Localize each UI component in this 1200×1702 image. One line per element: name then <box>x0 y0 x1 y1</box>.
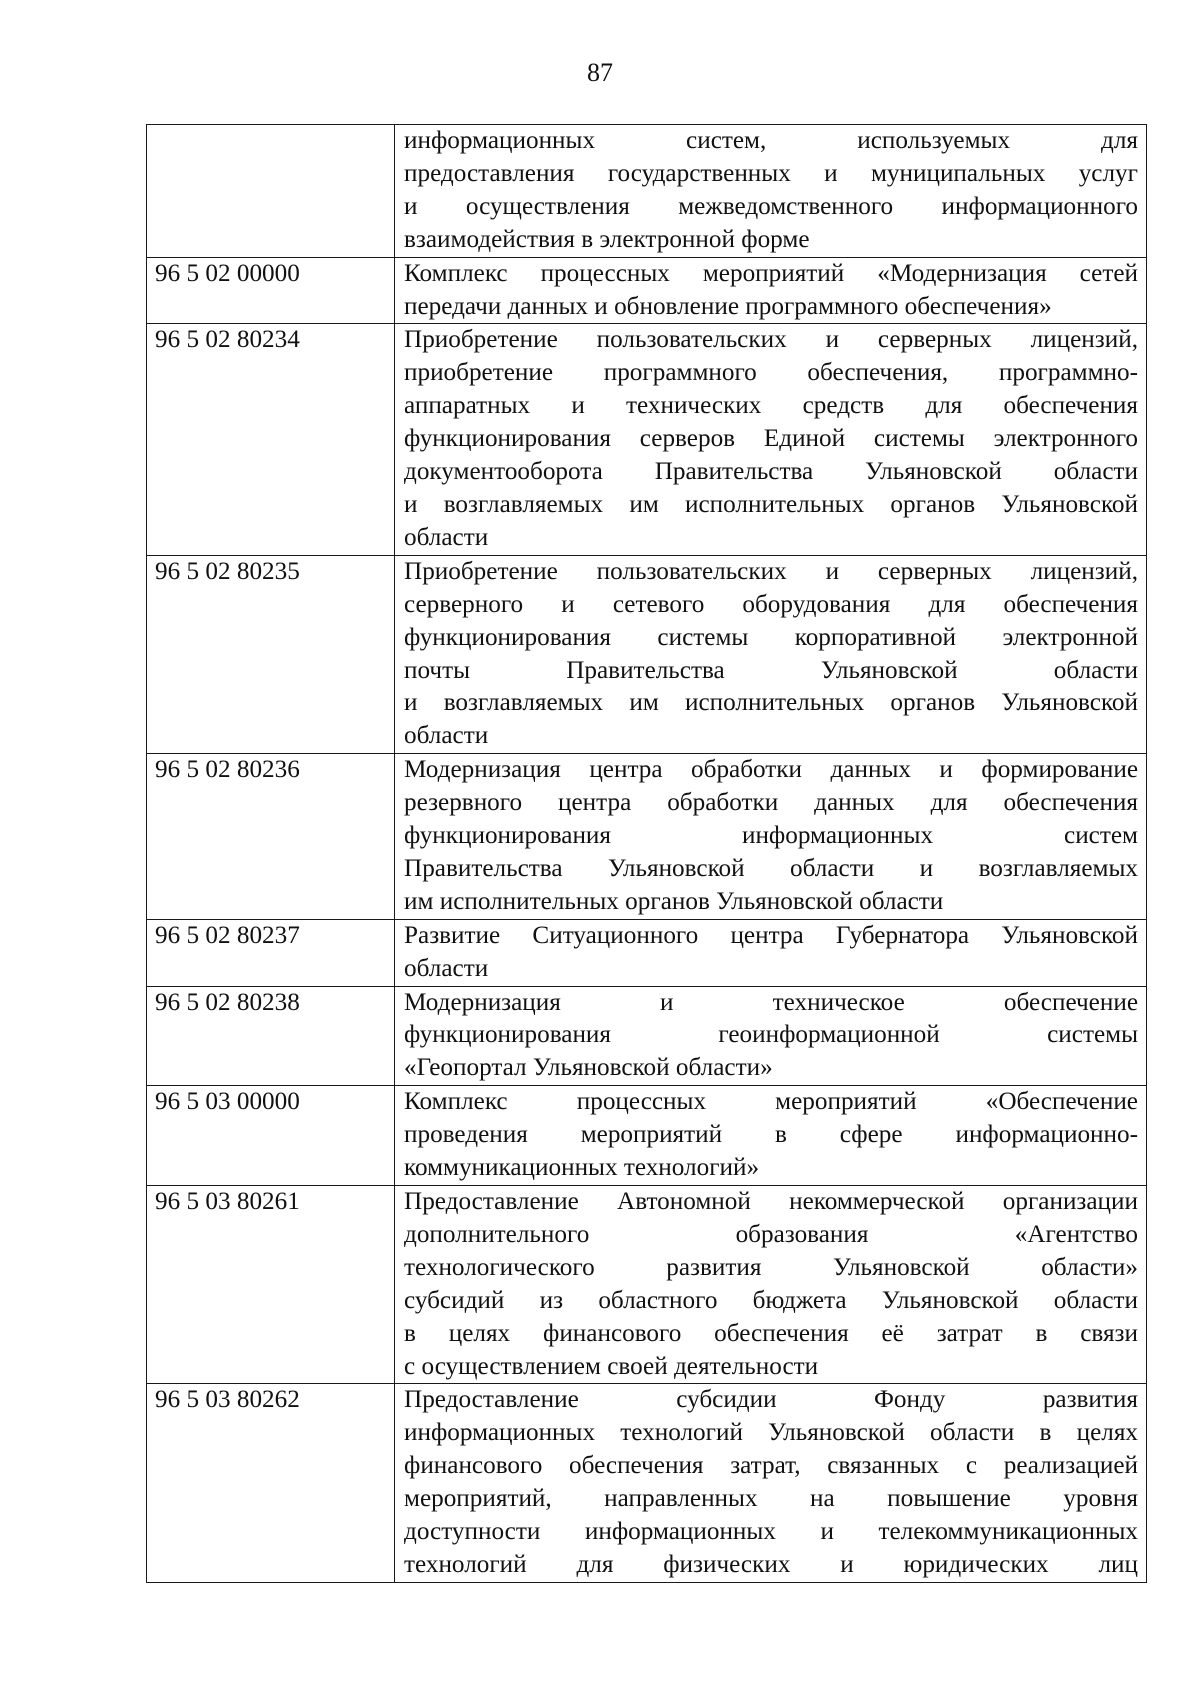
table-row <box>147 986 1147 1086</box>
budget-classification-table <box>146 124 1147 1583</box>
row-description <box>395 919 1147 986</box>
description-line: и возглавляемых им исполнительных органов Ульяновской <box>404 689 1138 717</box>
description-line: финансового обеспечения затрат, связанных с реализацией <box>404 1452 1138 1480</box>
description-line: «Геопортал Ульяновской области» <box>404 1054 773 1082</box>
description-line: коммуникационных технологий» <box>404 1154 760 1182</box>
description-line: мероприятий, направленных на повышение уровня <box>404 1485 1138 1513</box>
row-code: 96 5 03 80261 <box>147 1186 395 1384</box>
page-number: 87 <box>587 58 613 87</box>
description-line: технологического развития Ульяновской области» <box>404 1253 1138 1281</box>
row-code: 96 5 03 80262 <box>147 1384 395 1582</box>
description-line: приобретение программного обеспечения, программно- <box>404 359 1138 387</box>
description-line: документооборота Правительства Ульяновской области <box>404 458 1138 486</box>
table-row <box>147 1086 1147 1186</box>
description-line: функционирования системы корпоративной электронной <box>404 623 1138 651</box>
description-line: Приобретение пользовательских и серверных лицензий, <box>404 326 1138 354</box>
description-line: информационных технологий Ульяновской области в целях <box>404 1419 1138 1447</box>
description-line: Приобретение пользовательских и серверных лицензий, <box>404 557 1138 585</box>
description-line: функционирования серверов Единой системы электронного <box>404 425 1138 453</box>
row-description <box>395 555 1147 753</box>
description-line: Правительства Ульяновской области и возглавляемых <box>404 854 1138 882</box>
row-description <box>395 1186 1147 1384</box>
table-row <box>147 125 1147 258</box>
description-line: и осуществления межведомственного информационного <box>404 192 1138 220</box>
row-description <box>395 1384 1147 1582</box>
description-line: Модернизация центра обработки данных и формирование <box>404 756 1138 784</box>
row-description <box>395 324 1147 555</box>
description-line: и возглавляемых им исполнительных органов Ульяновской <box>404 490 1138 518</box>
description-line: им исполнительных органов Ульяновской области <box>404 887 944 915</box>
description-line: области <box>404 722 489 750</box>
description-line: передачи данных и обновление программного обеспечения» <box>404 292 1052 320</box>
table-row <box>147 919 1147 986</box>
description-line: проведения мероприятий в сфере информационно- <box>404 1121 1138 1149</box>
description-line: технологий для физических и юридических лиц <box>404 1550 1138 1578</box>
row-description <box>395 754 1147 920</box>
description-line: Комплекс процессных мероприятий «Модернизация сетей <box>404 259 1138 287</box>
row-description <box>395 257 1147 324</box>
description-line: Предоставление Автономной некоммерческой организации <box>404 1188 1138 1215</box>
row-code: 96 5 02 80234 <box>147 324 395 555</box>
description-line: серверного и сетевого оборудования для обеспечения <box>404 590 1138 618</box>
description-line: резервного центра обработки данных для обеспечения <box>404 789 1138 817</box>
description-line: области <box>404 954 489 982</box>
description-line: Модернизация и техническое обеспечение <box>404 988 1138 1016</box>
description-line: информационных систем, используемых для <box>404 127 1138 154</box>
table-row <box>147 555 1147 753</box>
description-line: доступности информационных и телекоммуникационных <box>404 1518 1138 1546</box>
description-line: Развитие Ситуационного центра Губернатора Ульяновской <box>404 921 1138 949</box>
description-line: почты Правительства Ульяновской области <box>404 656 1138 684</box>
description-line: в целях финансового обеспечения её затрат в связи <box>404 1319 1138 1347</box>
description-line: субсидий из областного бюджета Ульяновской области <box>404 1286 1138 1314</box>
table-row <box>147 1186 1147 1384</box>
table-row <box>147 754 1147 920</box>
row-code: 96 5 02 80235 <box>147 555 395 753</box>
table-row <box>147 257 1147 324</box>
row-description <box>395 1086 1147 1186</box>
row-code: 96 5 02 80236 <box>147 754 395 920</box>
description-line: дополнительного образования «Агентство <box>404 1220 1138 1248</box>
row-description <box>395 125 1147 258</box>
row-code <box>147 125 395 258</box>
table-row <box>147 324 1147 555</box>
row-code: 96 5 02 00000 <box>147 257 395 324</box>
description-line: области <box>404 523 489 551</box>
description-line: Предоставление субсидии Фонду развития <box>404 1386 1138 1414</box>
description-line: Комплекс процессных мероприятий «Обеспечение <box>404 1088 1138 1116</box>
description-line: аппаратных и технических средств для обеспечения <box>404 392 1138 420</box>
row-code: 96 5 02 80237 <box>147 919 395 986</box>
description-line: с осуществлением своей деятельности <box>404 1352 819 1380</box>
row-code: 96 5 03 00000 <box>147 1086 395 1186</box>
description-line: функционирования геоинформационной системы <box>404 1021 1138 1049</box>
row-description <box>395 986 1147 1086</box>
description-line: взаимодействия в электронной форме <box>404 225 810 253</box>
description-line: функционирования информационных систем <box>404 822 1138 850</box>
row-code: 96 5 02 80238 <box>147 986 395 1086</box>
table-row <box>147 1384 1147 1582</box>
description-line: предоставления государственных и муниципальных услуг <box>404 159 1138 187</box>
